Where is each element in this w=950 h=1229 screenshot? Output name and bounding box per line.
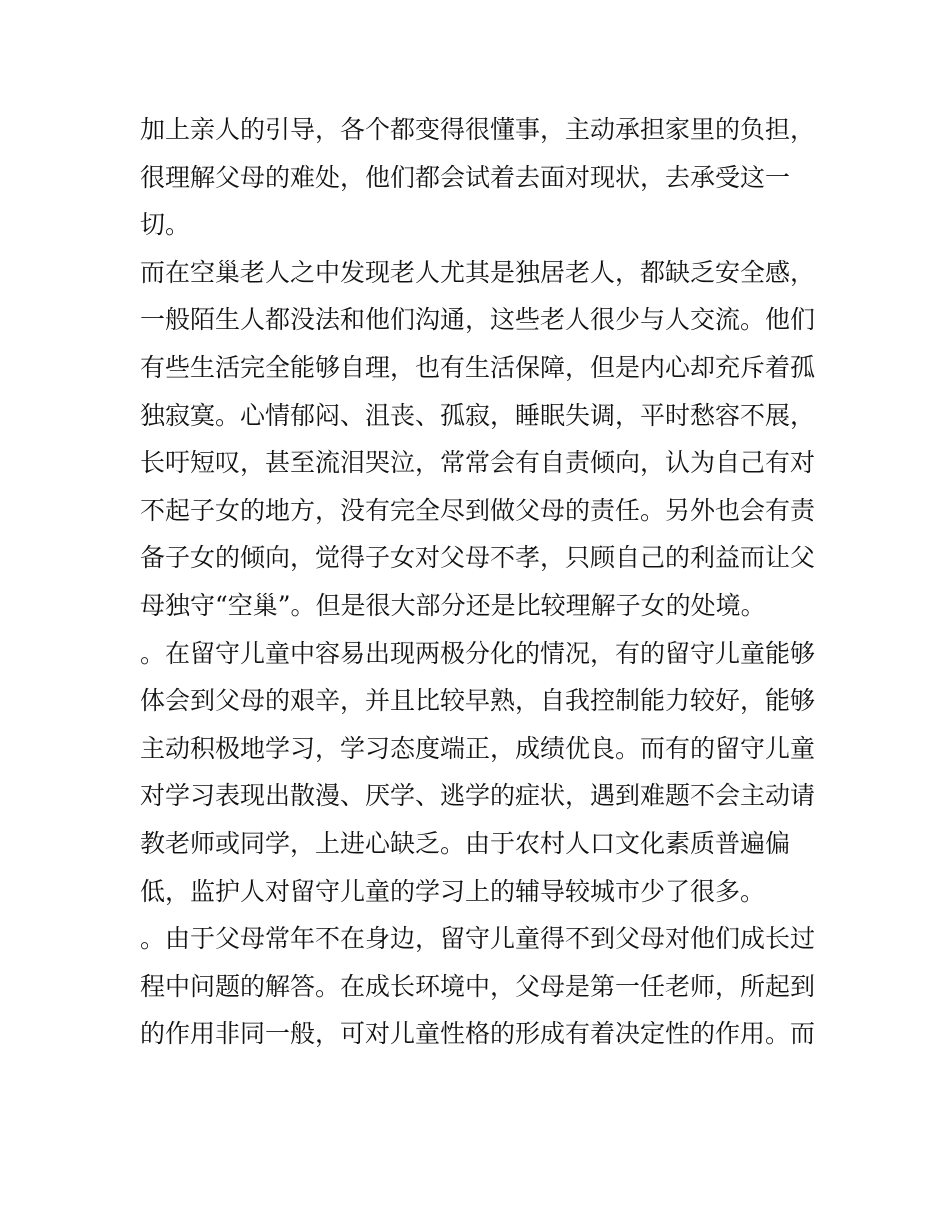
text-line: 的作用非同一般，可对儿童性格的形成有着决定性的作用。而 xyxy=(140,1019,816,1049)
text-line: 而在空巢老人之中发现老人尤其是独居老人，都缺乏安全感， xyxy=(140,257,816,287)
text-line: 。由于父母常年不在身边，留守儿童得不到父母对他们成长过 xyxy=(140,924,816,954)
text-line: 对学习表现出散漫、厌学、逃学的症状，遇到难题不会主动请 xyxy=(140,781,816,811)
text-line: 体会到父母的艰辛，并且比较早熟，自我控制能力较好，能够 xyxy=(140,686,816,716)
text-line: 有些生活完全能够自理，也有生活保障，但是内心却充斥着孤 xyxy=(140,352,816,382)
text-line: 不起子女的地方，没有完全尽到做父母的责任。另外也会有责 xyxy=(140,495,816,525)
text-line: 一般陌生人都没法和他们沟通，这些老人很少与人交流。他们 xyxy=(140,305,816,335)
text-line: 。在留守儿童中容易出现两极分化的情况，有的留守儿童能够 xyxy=(140,638,816,668)
text-line: 教老师或同学，上进心缺乏。由于农村人口文化素质普遍偏 xyxy=(140,828,791,858)
text-line: 加上亲人的引导，各个都变得很懂事，主动承担家里的负担， xyxy=(140,115,816,144)
text-line: 切。 xyxy=(140,210,191,240)
text-line: 独寂寞。心情郁闷、沮丧、孤寂，睡眠失调，平时愁容不展， xyxy=(140,400,816,430)
text-line: 程中问题的解答。在成长环境中，父母是第一任老师，所起到 xyxy=(140,971,816,1001)
text-line: 备子女的倾向，觉得子女对父母不孝，只顾自己的利益而让父 xyxy=(140,543,816,573)
text-line: 母独守“空巢”。但是很大部分还是比较理解子女的处境。 xyxy=(140,590,766,620)
text-line: 低，监护人对留守儿童的学习上的辅导较城市少了很多。 xyxy=(140,876,766,906)
text-line: 主动积极地学习，学习态度端正，成绩优良。而有的留守儿童 xyxy=(140,733,816,763)
text-line: 长吁短叹，甚至流泪哭泣，常常会有自责倾向，认为自己有对 xyxy=(140,448,816,478)
body-text xyxy=(140,106,820,1058)
text-line: 很理解父母的难处，他们都会试着去面对现状，去承受这一 xyxy=(140,162,791,192)
